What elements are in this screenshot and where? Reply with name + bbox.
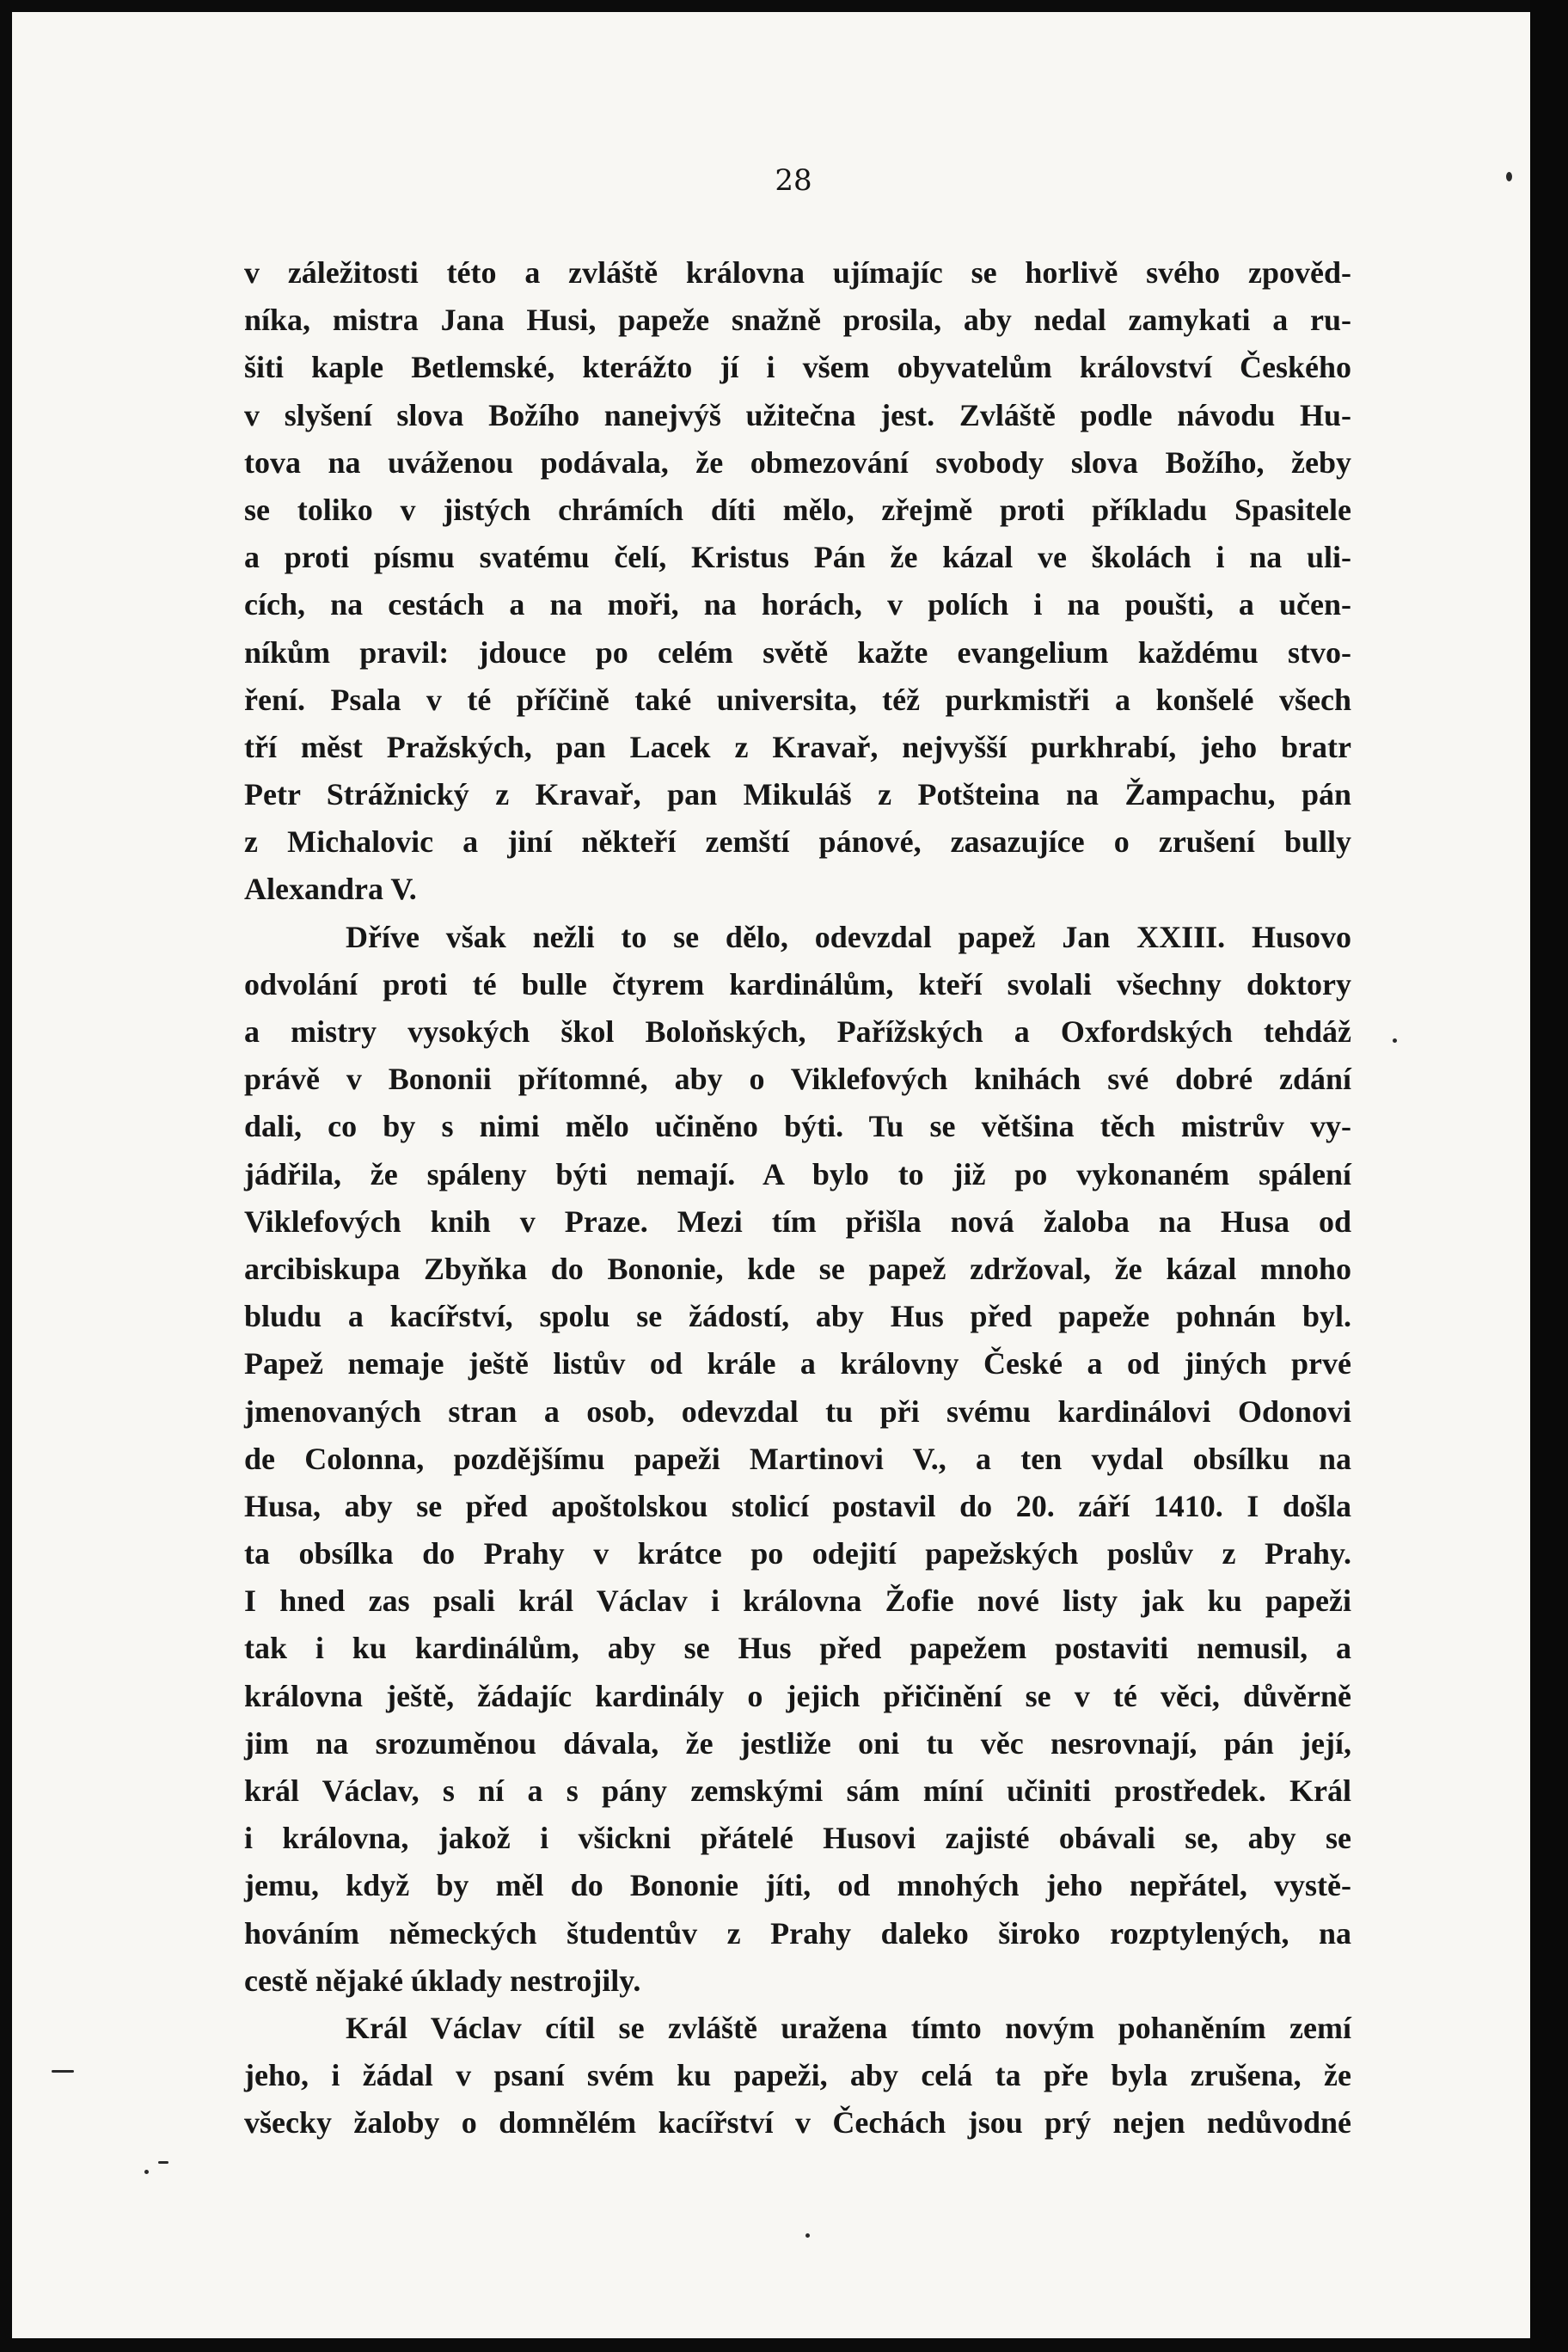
text-line: tak i ku kardinálům, aby se Hus před papežem postaviti nemusil, a	[244, 1631, 1351, 1666]
paragraph-end-line: Alexandra V.	[244, 872, 417, 907]
scan-speck	[1393, 1038, 1397, 1043]
text-line: de Colonna, pozdějšímu papeži Martinovi V., a ten vydal obsílku na	[244, 1441, 1351, 1476]
scan-speck	[805, 2233, 810, 2238]
text-line: v slyšení slova Božího nanejvýš užitečna jest. Zvláště podle návodu Hu-	[244, 397, 1351, 432]
text-line: níkům pravil: jdouce po celém světě kažte evangelium každému stvo-	[244, 634, 1351, 670]
text-line: odvolání proti té bulle čtyrem kardinálům, kteří svolali všechny doktory	[244, 966, 1351, 1001]
text-line: i královna, jakož i všickni přátelé Husovi zajisté obávali se, aby se	[244, 1821, 1351, 1856]
paragraph-start-line: Dříve však nežli to se dělo, odevzdal papež Jan XXIII. Husovo	[346, 919, 1351, 954]
text-line: všecky žaloby o domnělém kacířství v Čechách jsou prý nejen nedůvodné	[244, 2105, 1351, 2141]
scan-speck	[52, 2070, 74, 2073]
scan-speck	[1506, 172, 1512, 181]
text-line: Viklefových knih v Praze. Mezi tím přišla nová žaloba na Husa od	[244, 1204, 1351, 1239]
text-line: se toliko v jistých chrámích díti mělo, zřejmě proti příkladu Spasitele	[244, 492, 1351, 527]
text-line: bludu a kacířství, spolu se žádostí, aby Hus před papeže pohnán byl.	[244, 1299, 1351, 1334]
text-line: cích, na cestách a na moři, na horách, v polích i na poušti, a učen-	[244, 587, 1351, 622]
text-line: ření. Psala v té příčině také universita, též purkmistři a konšelé všech	[244, 682, 1351, 717]
body-text	[244, 249, 1351, 2147]
text-line: I hned zas psali král Václav i královna Žofie nové listy jak ku papeži	[244, 1583, 1351, 1619]
scan-border	[1530, 0, 1568, 2352]
text-line: z Michalovic a jiní někteří zemští pánové, zasazujíce o zrušení bully	[244, 824, 1351, 860]
scan-speck	[158, 2161, 168, 2164]
paragraph-start-line: Král Václav cítil se zvláště uražena tímto novým pohaněním zemí	[346, 2010, 1351, 2045]
text-line: v záležitosti této a zvláště královna ujímajíc se horlivě svého zpověd-	[244, 255, 1351, 290]
text-line: jádřila, že spáleny býti nemají. A bylo to již po vykonaném spálení	[244, 1156, 1351, 1191]
text-line: dali, co by s nimi mělo učiněno býti. Tu se většina těch mistrův vy-	[244, 1109, 1351, 1144]
text-line: a mistry vysokých škol Boloňských, Pařížských a Oxfordských tehdáž	[244, 1014, 1351, 1049]
text-line: tova na uváženou podávala, že obmezování svobody slova Božího, žeby	[244, 444, 1351, 480]
text-line: jim na srozuměnou dávala, že jestliže oni tu věc nesrovnají, pán její,	[244, 1725, 1351, 1761]
text-line: hováním německých študentův z Prahy daleko široko rozptylených, na	[244, 1915, 1351, 1951]
text-line: Husa, aby se před apoštolskou stolicí postavil do 20. září 1410. I došla	[244, 1488, 1351, 1523]
text-line: ta obsílka do Prahy v krátce po odejití papežských poslův z Prahy.	[244, 1536, 1351, 1571]
text-line: šiti kaple Betlemské, kterážto jí i všem obyvatelům království Českého	[244, 350, 1351, 385]
scan-speck	[144, 2170, 149, 2174]
text-line: jmenovaných stran a osob, odevzdal tu při svému kardinálovi Odonovi	[244, 1393, 1351, 1429]
text-line: Petr Strážnický z Kravař, pan Mikuláš z Potšteina na Žampachu, pán	[244, 777, 1351, 812]
text-line: jemu, když by měl do Bononie jíti, od mnohých jeho nepřátel, vystě-	[244, 1868, 1351, 1903]
text-line: a proti písmu svatému čelí, Kristus Pán že kázal ve školách i na uli-	[244, 540, 1351, 575]
text-line: níka, mistra Jana Husi, papeže snažně prosila, aby nedal zamykati a ru-	[244, 303, 1351, 338]
text-line: královna ještě, žádajíc kardinály o jejich přičinění se v té věci, důvěrně	[244, 1678, 1351, 1713]
text-line: král Václav, s ní a s pány zemskými sám míní učiniti prostředek. Král	[244, 1773, 1351, 1808]
text-line: tří měst Pražských, pan Lacek z Kravař, nejvyšší purkhrabí, jeho bratr	[244, 729, 1351, 764]
page-number: 28	[775, 163, 812, 198]
text-line: jeho, i žádal v psaní svém ku papeži, aby celá ta pře byla zrušena, že	[244, 2058, 1351, 2093]
paragraph-end-line: cestě nějaké úklady nestrojily.	[244, 1963, 641, 1998]
text-line: arcibiskupa Zbyňka do Bononie, kde se papež zdržoval, že kázal mnoho	[244, 1251, 1351, 1286]
text-line: právě v Bononii přítomné, aby o Viklefových knihách své dobré zdání	[244, 1062, 1351, 1097]
text-line: Papež nemaje ještě listův od krále a královny České a od jiných prvé	[244, 1346, 1351, 1381]
